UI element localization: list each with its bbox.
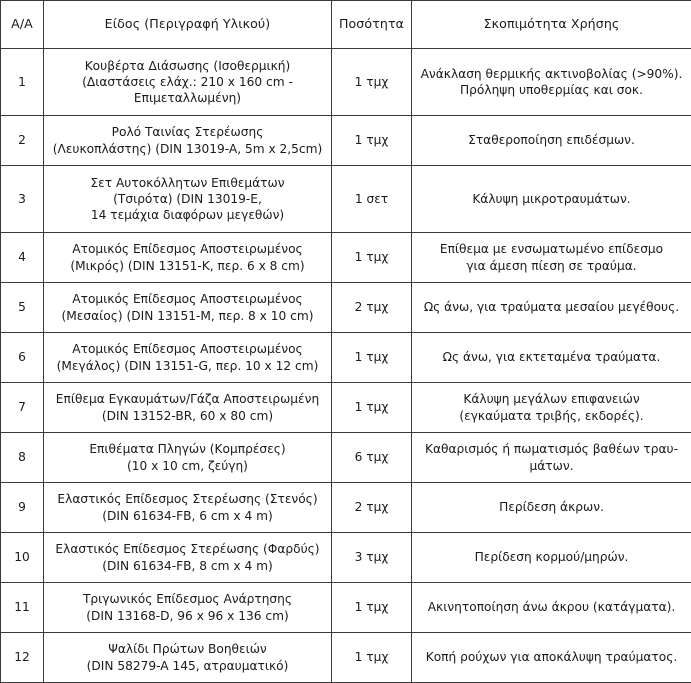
description-line: Ψαλίδι Πρώτων Βοηθειών xyxy=(48,641,327,657)
description-line: Ατομικός Επίδεσμος Αποστειρωμένος xyxy=(48,341,327,357)
cell-quantity: 2 τμχ xyxy=(332,483,412,533)
cell-index: 4 xyxy=(1,233,44,283)
cell-quantity: 2 τμχ xyxy=(332,283,412,333)
purpose-line: Κοπή ρούχων για αποκάλυψη τραύματος. xyxy=(416,649,687,665)
cell-description xyxy=(44,49,332,116)
table-row xyxy=(1,233,691,283)
purpose-line: μάτων. xyxy=(416,458,687,474)
purpose-line: Ως άνω, για εκτεταμένα τραύματα. xyxy=(416,349,687,365)
description-line: (Μεγάλος) (DIN 13151-G, περ. 10 x 12 cm) xyxy=(48,358,327,374)
column-header-purpose: Σκοπιμότητα Χρήσης xyxy=(412,1,691,49)
description-line: (DIN 61634-FB, 6 cm x 4 m) xyxy=(48,508,327,524)
column-header-quantity: Ποσότητα xyxy=(332,1,412,49)
table-header-row xyxy=(1,1,691,49)
cell-description xyxy=(44,333,332,383)
table-row xyxy=(1,283,691,333)
cell-index: 10 xyxy=(1,533,44,583)
description-line: (10 x 10 cm, ζεύγη) xyxy=(48,458,327,474)
table-row xyxy=(1,116,691,166)
cell-quantity: 1 τμχ xyxy=(332,633,412,683)
column-header-description: Είδος (Περιγραφή Υλικού) xyxy=(44,1,332,49)
cell-quantity: 6 τμχ xyxy=(332,433,412,483)
description-line: 14 τεμάχια διαφόρων μεγεθών) xyxy=(48,207,327,223)
cell-purpose xyxy=(412,283,691,333)
description-line: Ατομικός Επίδεσμος Αποστειρωμένος xyxy=(48,241,327,257)
cell-quantity: 1 τμχ xyxy=(332,583,412,633)
cell-index: 5 xyxy=(1,283,44,333)
table-row xyxy=(1,333,691,383)
cell-purpose xyxy=(412,633,691,683)
cell-index: 11 xyxy=(1,583,44,633)
cell-description xyxy=(44,283,332,333)
cell-index: 7 xyxy=(1,383,44,433)
cell-description xyxy=(44,433,332,483)
table-row xyxy=(1,633,691,683)
cell-quantity: 1 τμχ xyxy=(332,233,412,283)
purpose-line: Ως άνω, για τραύματα μεσαίου μεγέθους. xyxy=(416,299,687,315)
cell-purpose xyxy=(412,533,691,583)
description-line: Επιμεταλλωμένη) xyxy=(48,90,327,106)
purpose-line: Ανάκλαση θερμικής ακτινοβολίας (>90%). xyxy=(416,66,687,82)
table-row xyxy=(1,533,691,583)
cell-purpose xyxy=(412,116,691,166)
description-line: Τριγωνικός Επίδεσμος Ανάρτησης xyxy=(48,591,327,607)
cell-purpose xyxy=(412,233,691,283)
purpose-line: Περίδεση κορμού/μηρών. xyxy=(416,549,687,565)
description-line: Σετ Αυτοκόλλητων Επιθεμάτων xyxy=(48,175,327,191)
table-header xyxy=(1,1,691,49)
cell-purpose xyxy=(412,166,691,233)
description-line: (Λευκοπλάστης) (DIN 13019-A, 5m x 2,5cm) xyxy=(48,141,327,157)
purpose-line: (εγκαύματα τριβής, εκδορές). xyxy=(416,408,687,424)
purpose-line: Επίθεμα με ενσωματωμένο επίδεσμο xyxy=(416,241,687,257)
column-header-index: Α/Α xyxy=(1,1,44,49)
purpose-line: Καθαρισμός ή πωματισμός βαθέων τραυ- xyxy=(416,441,687,457)
cell-index: 9 xyxy=(1,483,44,533)
purpose-line: Κάλυψη μεγάλων επιφανειών xyxy=(416,391,687,407)
cell-index: 12 xyxy=(1,633,44,683)
description-line: (Τσιρότα) (DIN 13019-E, xyxy=(48,191,327,207)
cell-purpose xyxy=(412,483,691,533)
description-line: Επιθέματα Πληγών (Κομπρέσες) xyxy=(48,441,327,457)
cell-description xyxy=(44,533,332,583)
cell-index: 3 xyxy=(1,166,44,233)
cell-description xyxy=(44,633,332,683)
purpose-line: για άμεση πίεση σε τραύμα. xyxy=(416,258,687,274)
description-line: Ελαστικός Επίδεσμος Στερέωσης (Φαρδύς) xyxy=(48,541,327,557)
cell-purpose xyxy=(412,49,691,116)
cell-purpose xyxy=(412,433,691,483)
cell-description xyxy=(44,116,332,166)
cell-quantity: 1 σετ xyxy=(332,166,412,233)
description-line: Ρολό Ταινίας Στερέωσης xyxy=(48,124,327,140)
description-line: (DIN 13168-D, 96 x 96 x 136 cm) xyxy=(48,608,327,624)
purpose-line: Πρόληψη υποθερμίας και σοκ. xyxy=(416,82,687,98)
description-line: (Μικρός) (DIN 13151-K, περ. 6 x 8 cm) xyxy=(48,258,327,274)
cell-purpose xyxy=(412,333,691,383)
cell-index: 2 xyxy=(1,116,44,166)
description-line: (DIN 13152-BR, 60 x 80 cm) xyxy=(48,408,327,424)
table-row xyxy=(1,483,691,533)
cell-quantity: 1 τμχ xyxy=(332,383,412,433)
cell-description xyxy=(44,233,332,283)
table-body xyxy=(1,49,691,683)
description-line: Ατομικός Επίδεσμος Αποστειρωμένος xyxy=(48,291,327,307)
purpose-line: Ακινητοποίηση άνω άκρου (κατάγματα). xyxy=(416,599,687,615)
table-row xyxy=(1,166,691,233)
table-row xyxy=(1,383,691,433)
cell-description xyxy=(44,166,332,233)
cell-description xyxy=(44,583,332,633)
description-line: (DIN 58279-A 145, ατραυματικό) xyxy=(48,658,327,674)
description-line: (DIN 61634-FB, 8 cm x 4 m) xyxy=(48,558,327,574)
table-row xyxy=(1,583,691,633)
purpose-line: Κάλυψη μικροτραυμάτων. xyxy=(416,191,687,207)
cell-quantity: 1 τμχ xyxy=(332,333,412,383)
cell-description xyxy=(44,383,332,433)
cell-quantity: 1 τμχ xyxy=(332,49,412,116)
cell-description xyxy=(44,483,332,533)
cell-index: 1 xyxy=(1,49,44,116)
cell-index: 6 xyxy=(1,333,44,383)
cell-quantity: 1 τμχ xyxy=(332,116,412,166)
description-line: Ελαστικός Επίδεσμος Στερέωσης (Στενός) xyxy=(48,491,327,507)
cell-quantity: 3 τμχ xyxy=(332,533,412,583)
description-line: (Διαστάσεις ελάχ.: 210 x 160 cm - xyxy=(48,74,327,90)
description-line: Κουβέρτα Διάσωσης (Ισοθερμική) xyxy=(48,58,327,74)
cell-purpose xyxy=(412,583,691,633)
purpose-line: Σταθεροποίηση επιδέσμων. xyxy=(416,132,687,148)
description-line: Επίθεμα Εγκαυμάτων/Γάζα Αποστειρωμένη xyxy=(48,391,327,407)
cell-purpose xyxy=(412,383,691,433)
purpose-line: Περίδεση άκρων. xyxy=(416,499,687,515)
table-row xyxy=(1,49,691,116)
description-line: (Μεσαίος) (DIN 13151-M, περ. 8 x 10 cm) xyxy=(48,308,327,324)
cell-index: 8 xyxy=(1,433,44,483)
table-row xyxy=(1,433,691,483)
